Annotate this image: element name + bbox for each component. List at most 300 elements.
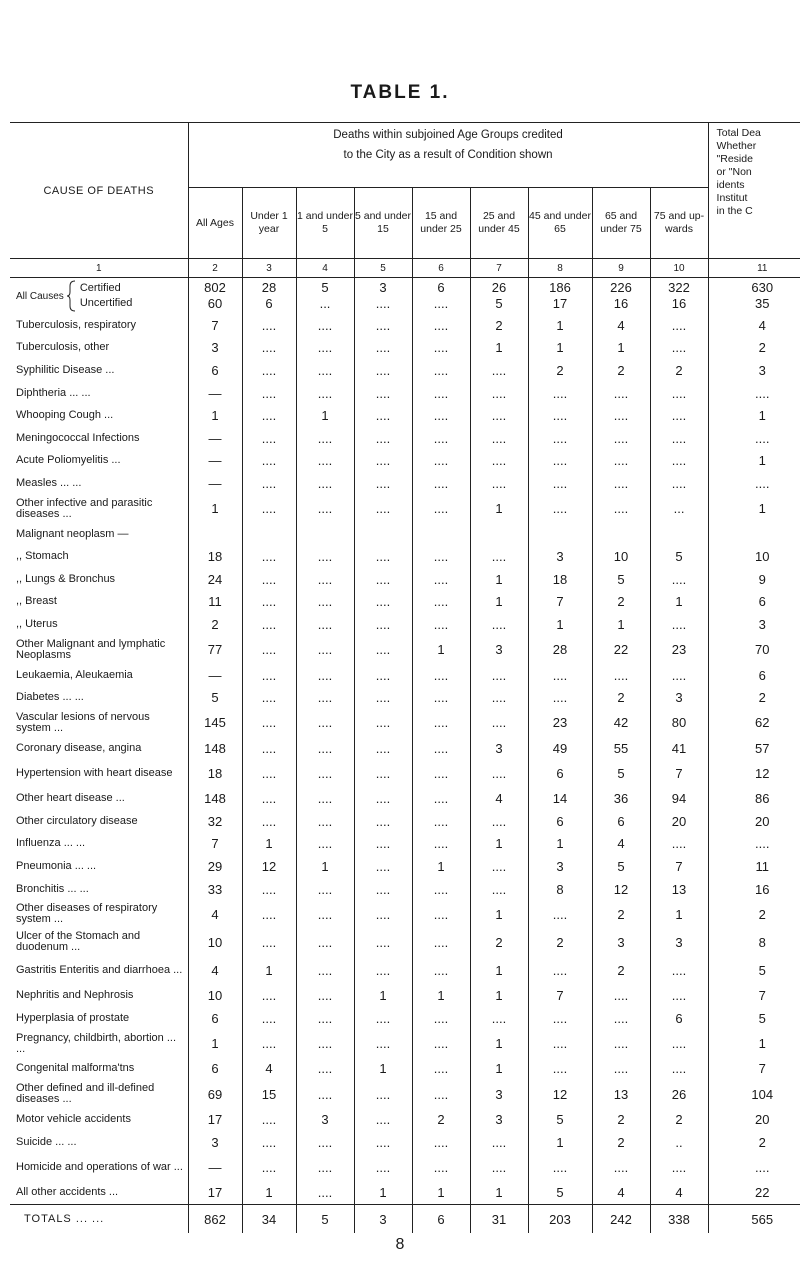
table-cell: ... bbox=[650, 495, 708, 523]
table-cell: .... bbox=[650, 568, 708, 591]
column-number: 2 bbox=[188, 259, 242, 278]
table-cell: .... bbox=[242, 984, 296, 1007]
table-cell: 5 bbox=[592, 568, 650, 591]
table-cell: .... bbox=[354, 788, 412, 811]
table-cell: .... bbox=[242, 900, 296, 928]
table-cell: .... bbox=[412, 472, 470, 495]
table-cell: .... bbox=[528, 686, 592, 709]
table-cell: 11 bbox=[755, 859, 770, 875]
age-group-header: 75 and up-wards bbox=[650, 188, 708, 259]
table-cell: .... bbox=[412, 404, 470, 427]
table-row bbox=[10, 788, 800, 811]
cause-label: Syphilitic Disease ... bbox=[10, 359, 188, 382]
table-cell: .... bbox=[650, 984, 708, 1007]
totals-cell: 338 bbox=[650, 1205, 708, 1234]
table-cell: .... bbox=[528, 404, 592, 427]
table-cell: 12 bbox=[592, 878, 650, 901]
table-cell: 18 bbox=[528, 568, 592, 591]
column-number: 10 bbox=[650, 259, 708, 278]
table-row bbox=[10, 1007, 800, 1030]
table-cell: 1 bbox=[354, 1181, 412, 1204]
table-row bbox=[10, 810, 800, 833]
cause-label: Homicide and operations of war ... bbox=[10, 1153, 188, 1181]
table-cell: .... bbox=[412, 314, 470, 337]
age-groups-header bbox=[188, 123, 708, 188]
table-cell: 5 bbox=[528, 1108, 592, 1131]
cause-label: All other accidents ... bbox=[10, 1181, 188, 1204]
table-cell bbox=[412, 523, 470, 546]
table-cell: .... bbox=[296, 1007, 354, 1030]
table-cell: 4 bbox=[188, 900, 242, 928]
table-cell: .... bbox=[296, 928, 354, 956]
table-cell: .... bbox=[528, 1153, 592, 1181]
table-cell: .... bbox=[354, 1007, 412, 1030]
table-cell: 42 bbox=[592, 709, 650, 737]
table-cell: .... bbox=[242, 495, 296, 523]
table-cell: 4 bbox=[592, 314, 650, 337]
table-cell: 77 bbox=[188, 636, 242, 664]
table-cell: 1 bbox=[470, 591, 528, 614]
page-number: 8 bbox=[395, 1236, 405, 1253]
table-cell: 2 bbox=[592, 359, 650, 382]
cause-label: Other diseases of respiratory system ... bbox=[10, 900, 188, 928]
certified-value: 226 bbox=[610, 280, 632, 295]
table-cell: 28 bbox=[528, 636, 592, 664]
column-number: 8 bbox=[528, 259, 592, 278]
certified-value: 6 bbox=[437, 280, 445, 295]
total-header-line: Whether bbox=[716, 140, 757, 152]
table-cell: 1 bbox=[528, 337, 592, 360]
table-cell: 7 bbox=[650, 855, 708, 878]
cause-label: Malignant neoplasm — bbox=[10, 523, 188, 546]
cause-label: Meningococcal Infections bbox=[10, 427, 188, 450]
table-cell: .... bbox=[470, 1131, 528, 1154]
table-cell: 12 bbox=[755, 766, 770, 781]
all-causes-cell bbox=[296, 278, 354, 315]
cause-label: ,, Breast bbox=[10, 591, 188, 614]
uncertified-value: 6 bbox=[265, 296, 273, 311]
table-cell: 1 bbox=[470, 495, 528, 523]
table-cell: .... bbox=[242, 1030, 296, 1058]
uncertified-value: 60 bbox=[207, 296, 223, 311]
table-cell: 7 bbox=[188, 833, 242, 856]
table-row bbox=[10, 709, 800, 737]
total-header-line: or "Non bbox=[716, 166, 752, 178]
table-row bbox=[10, 984, 800, 1007]
table-cell: 1 bbox=[470, 984, 528, 1007]
table-cell: 1 bbox=[758, 501, 766, 517]
totals-label: TOTALS ... ... bbox=[10, 1205, 188, 1234]
table-cell: .... bbox=[650, 613, 708, 636]
table-cell: .... bbox=[412, 737, 470, 760]
table-cell: 55 bbox=[592, 737, 650, 760]
table-cell: .... bbox=[296, 472, 354, 495]
table-cell bbox=[296, 523, 354, 546]
table-cell: 145 bbox=[188, 709, 242, 737]
table-cell: 94 bbox=[650, 788, 708, 811]
table-cell: .... bbox=[470, 855, 528, 878]
table-cell: .... bbox=[592, 1058, 650, 1081]
table-cell: 1 bbox=[188, 495, 242, 523]
table-cell: .... bbox=[470, 760, 528, 788]
table-cell: 3 bbox=[470, 1108, 528, 1131]
table-cell: .... bbox=[354, 472, 412, 495]
table-cell: .... bbox=[528, 1058, 592, 1081]
table-cell: 32 bbox=[188, 810, 242, 833]
table-cell: 16 bbox=[755, 881, 770, 897]
table-cell: .... bbox=[412, 1080, 470, 1108]
cause-label: Coronary disease, angina bbox=[10, 737, 188, 760]
certified-value: 630 bbox=[751, 280, 774, 295]
table-cell: 10 bbox=[188, 928, 242, 956]
table-cell: 14 bbox=[528, 788, 592, 811]
all-causes-row bbox=[10, 278, 800, 315]
table-cell: 4 bbox=[592, 1181, 650, 1204]
table-cell: .... bbox=[296, 450, 354, 473]
age-group-header: 1 and under 5 bbox=[296, 188, 354, 259]
table-cell: .... bbox=[354, 314, 412, 337]
table-cell: 7 bbox=[650, 760, 708, 788]
table-row bbox=[10, 855, 800, 878]
table-cell: .... bbox=[412, 450, 470, 473]
table-cell: 26 bbox=[650, 1080, 708, 1108]
totals-cell: 3 bbox=[354, 1205, 412, 1234]
table-cell: 29 bbox=[188, 855, 242, 878]
table-row bbox=[10, 1058, 800, 1081]
cause-label: ,, Uterus bbox=[10, 613, 188, 636]
table-cell: .... bbox=[470, 810, 528, 833]
table-cell: 148 bbox=[188, 737, 242, 760]
table-row bbox=[10, 523, 800, 546]
table-cell: .... bbox=[242, 788, 296, 811]
brace-icon bbox=[67, 280, 77, 312]
table-cell: .... bbox=[412, 878, 470, 901]
table-cell: .... bbox=[354, 427, 412, 450]
table-cell: 6 bbox=[188, 359, 242, 382]
cause-label: ,, Stomach bbox=[10, 545, 188, 568]
table-row bbox=[10, 450, 800, 473]
table-cell: .... bbox=[296, 495, 354, 523]
table-cell: .... bbox=[296, 1131, 354, 1154]
table-cell: 33 bbox=[188, 878, 242, 901]
table-cell: .... bbox=[528, 956, 592, 984]
table-cell: .... bbox=[412, 810, 470, 833]
age-group-header: 5 and under 15 bbox=[354, 188, 412, 259]
table-cell: .... bbox=[296, 664, 354, 687]
cause-label: Bronchitis ... ... bbox=[10, 878, 188, 901]
table-cell: 3 bbox=[528, 545, 592, 568]
table-cell: 2 bbox=[758, 906, 766, 922]
table-cell bbox=[708, 523, 800, 546]
column-number: 1 bbox=[10, 259, 188, 278]
age-group-header: 15 and under 25 bbox=[412, 188, 470, 259]
table-cell: .... bbox=[354, 337, 412, 360]
table-cell: .... bbox=[592, 1030, 650, 1058]
totals-cell: 862 bbox=[188, 1205, 242, 1234]
table-row bbox=[10, 1181, 800, 1204]
table-cell: .... bbox=[470, 1153, 528, 1181]
table-cell: .... bbox=[354, 1108, 412, 1131]
table-cell: .... bbox=[755, 836, 770, 852]
table-cell: .... bbox=[650, 404, 708, 427]
table-cell: .... bbox=[296, 337, 354, 360]
table-row bbox=[10, 956, 800, 984]
table-cell: 2 bbox=[592, 591, 650, 614]
table-cell: .... bbox=[470, 664, 528, 687]
table-cell bbox=[592, 523, 650, 546]
table-cell: .... bbox=[354, 1080, 412, 1108]
cause-label: Influenza ... ... bbox=[10, 833, 188, 856]
table-row bbox=[10, 1131, 800, 1154]
table-row bbox=[10, 1080, 800, 1108]
table-cell: .... bbox=[650, 382, 708, 405]
table-cell: 2 bbox=[758, 340, 766, 356]
certified-value: 802 bbox=[204, 280, 226, 295]
cause-label: Whooping Cough ... bbox=[10, 404, 188, 427]
table-cell: .... bbox=[354, 833, 412, 856]
uncertified-value: 35 bbox=[755, 296, 770, 311]
table-cell: .... bbox=[242, 568, 296, 591]
table-cell: 7 bbox=[758, 988, 766, 1004]
table-cell: 7 bbox=[188, 314, 242, 337]
table-cell: .... bbox=[470, 472, 528, 495]
table-cell: 36 bbox=[592, 788, 650, 811]
table-row bbox=[10, 337, 800, 360]
group-line-1: Deaths within subjoined Age Groups credited bbox=[333, 129, 563, 141]
table-cell: .... bbox=[755, 1159, 770, 1175]
table-cell: .... bbox=[755, 430, 770, 446]
table-cell: 1 bbox=[528, 833, 592, 856]
table-cell: .... bbox=[354, 545, 412, 568]
table-cell: 5 bbox=[650, 545, 708, 568]
table-row bbox=[10, 760, 800, 788]
page-title: TABLE 1. bbox=[350, 82, 450, 103]
uncertified-value: .... bbox=[375, 296, 391, 311]
table-cell: .... bbox=[242, 613, 296, 636]
table-cell: .... bbox=[354, 810, 412, 833]
table-cell: .... bbox=[242, 737, 296, 760]
table-cell: .... bbox=[650, 833, 708, 856]
table-cell: .... bbox=[528, 1030, 592, 1058]
table-cell: .... bbox=[470, 545, 528, 568]
table-cell: .... bbox=[470, 382, 528, 405]
table-cell: .... bbox=[354, 878, 412, 901]
table-cell: 1 bbox=[528, 1131, 592, 1154]
table-cell: .... bbox=[296, 984, 354, 1007]
cause-label: Congenital malforma'tns bbox=[10, 1058, 188, 1081]
table-cell: .... bbox=[354, 928, 412, 956]
table-cell: 2 bbox=[592, 956, 650, 984]
table-cell: .... bbox=[242, 472, 296, 495]
table-cell: 5 bbox=[188, 686, 242, 709]
table-cell: .... bbox=[650, 472, 708, 495]
table-cell: .... bbox=[354, 1153, 412, 1181]
table-cell: .... bbox=[650, 427, 708, 450]
table-cell: 2 bbox=[470, 314, 528, 337]
total-header-line: Total Dea bbox=[716, 127, 761, 139]
uncertified-label: Uncertified bbox=[79, 297, 133, 309]
table-cell: .... bbox=[412, 545, 470, 568]
table-cell: .... bbox=[412, 427, 470, 450]
table-cell bbox=[188, 523, 242, 546]
table-cell: .... bbox=[242, 760, 296, 788]
table-cell: .... bbox=[755, 475, 770, 491]
totals-cell: 565 bbox=[708, 1205, 800, 1234]
table-cell: .... bbox=[528, 900, 592, 928]
table-cell: 104 bbox=[751, 1086, 774, 1102]
cause-label: Ulcer of the Stomach and duodenum ... bbox=[10, 928, 188, 956]
table-cell: .... bbox=[412, 1007, 470, 1030]
table-cell: 5 bbox=[592, 760, 650, 788]
table-cell: .... bbox=[470, 359, 528, 382]
uncertified-value: 5 bbox=[495, 296, 503, 311]
table-cell: 4 bbox=[242, 1058, 296, 1081]
table-cell: 1 bbox=[242, 956, 296, 984]
table-row bbox=[10, 833, 800, 856]
cause-label: Other Malignant and lymphatic Neoplasms bbox=[10, 636, 188, 664]
age-group-header: Under 1 year bbox=[242, 188, 296, 259]
table-cell: 2 bbox=[470, 928, 528, 956]
table-cell: .... bbox=[354, 855, 412, 878]
table-cell: .... bbox=[296, 613, 354, 636]
age-group-header: All Ages bbox=[188, 188, 242, 259]
table-cell: 62 bbox=[755, 715, 770, 731]
table-cell: .... bbox=[354, 382, 412, 405]
table-cell: .... bbox=[354, 568, 412, 591]
table-cell: .... bbox=[296, 568, 354, 591]
table-cell: 5 bbox=[528, 1181, 592, 1204]
table-cell: 1 bbox=[528, 613, 592, 636]
table-cell: .... bbox=[354, 613, 412, 636]
table-cell: 1 bbox=[242, 833, 296, 856]
table-cell: 1 bbox=[412, 1181, 470, 1204]
table-cell: .... bbox=[354, 760, 412, 788]
cause-label: Hyperplasia of prostate bbox=[10, 1007, 188, 1030]
table-cell: 4 bbox=[592, 833, 650, 856]
totals-cell: 242 bbox=[592, 1205, 650, 1234]
table-cell: 1 bbox=[470, 1181, 528, 1204]
table-cell bbox=[650, 523, 708, 546]
table-cell: .... bbox=[592, 472, 650, 495]
table-cell: .... bbox=[296, 709, 354, 737]
table-cell: 2 bbox=[188, 613, 242, 636]
table-cell: .... bbox=[412, 709, 470, 737]
table-row bbox=[10, 591, 800, 614]
table-cell: .... bbox=[470, 404, 528, 427]
table-cell: .... bbox=[242, 591, 296, 614]
table-cell: 1 bbox=[412, 984, 470, 1007]
table-cell: 1 bbox=[758, 453, 766, 469]
table-cell: .... bbox=[296, 737, 354, 760]
table-cell: .... bbox=[528, 427, 592, 450]
table-cell: .... bbox=[296, 833, 354, 856]
column-number: 4 bbox=[296, 259, 354, 278]
table-cell: .... bbox=[296, 810, 354, 833]
totals-cell: 203 bbox=[528, 1205, 592, 1234]
table-cell: .... bbox=[242, 545, 296, 568]
table-cell: 6 bbox=[592, 810, 650, 833]
table-cell: .... bbox=[528, 450, 592, 473]
cause-label: Other heart disease ... bbox=[10, 788, 188, 811]
table-cell: 5 bbox=[758, 962, 766, 978]
totals-cell: 34 bbox=[242, 1205, 296, 1234]
table-cell: .... bbox=[650, 450, 708, 473]
total-header-line: idents bbox=[716, 179, 745, 191]
table-cell: 2 bbox=[592, 900, 650, 928]
table-cell: .... bbox=[412, 613, 470, 636]
cause-label: Acute Poliomyelitis ... bbox=[10, 450, 188, 473]
table-cell: — bbox=[188, 450, 242, 473]
table-cell: .... bbox=[412, 337, 470, 360]
table-cell: 20 bbox=[650, 810, 708, 833]
table-cell: .... bbox=[354, 956, 412, 984]
table-cell: .... bbox=[242, 1007, 296, 1030]
table-cell: 22 bbox=[755, 1185, 770, 1201]
table-cell: 12 bbox=[242, 855, 296, 878]
table-cell: 1 bbox=[758, 408, 766, 424]
all-causes-label bbox=[10, 278, 188, 315]
table-cell: 3 bbox=[592, 928, 650, 956]
table-cell: 2 bbox=[650, 359, 708, 382]
table-cell: 1 bbox=[296, 404, 354, 427]
table-cell: 3 bbox=[188, 337, 242, 360]
table-cell: .... bbox=[412, 900, 470, 928]
table-cell: 1 bbox=[412, 636, 470, 664]
column-number: 11 bbox=[708, 259, 800, 278]
table-row bbox=[10, 686, 800, 709]
table-row bbox=[10, 636, 800, 664]
table-cell: 3 bbox=[650, 686, 708, 709]
certified-label: Certified bbox=[79, 282, 121, 294]
table-cell: 57 bbox=[755, 740, 770, 756]
age-group-header: 45 and under 65 bbox=[528, 188, 592, 259]
table-cell: .... bbox=[412, 1030, 470, 1058]
table-cell: 10 bbox=[188, 984, 242, 1007]
table-cell bbox=[528, 523, 592, 546]
table-cell: 1 bbox=[412, 855, 470, 878]
table-cell: .... bbox=[296, 427, 354, 450]
cause-label: Tuberculosis, other bbox=[10, 337, 188, 360]
table-cell: .... bbox=[354, 664, 412, 687]
table-cell: 1 bbox=[528, 314, 592, 337]
table-cell: .... bbox=[296, 788, 354, 811]
table-cell: 22 bbox=[592, 636, 650, 664]
table-cell: 11 bbox=[188, 591, 242, 614]
cause-label: Measles ... ... bbox=[10, 472, 188, 495]
table-cell: 6 bbox=[528, 760, 592, 788]
all-causes-cell bbox=[592, 278, 650, 315]
table-cell: .... bbox=[592, 427, 650, 450]
table-cell: .... bbox=[296, 1153, 354, 1181]
table-cell: .... bbox=[592, 1153, 650, 1181]
table-cell: 86 bbox=[755, 791, 770, 807]
table-cell: .... bbox=[354, 1030, 412, 1058]
age-group-header: 25 and under 45 bbox=[470, 188, 528, 259]
table-cell: 3 bbox=[188, 1131, 242, 1154]
table-cell: .... bbox=[296, 1080, 354, 1108]
table-cell: .... bbox=[242, 382, 296, 405]
table-cell: .... bbox=[528, 472, 592, 495]
table-cell: 6 bbox=[188, 1007, 242, 1030]
table-cell: 1 bbox=[470, 900, 528, 928]
totals-cell: 31 bbox=[470, 1205, 528, 1234]
table-cell: .... bbox=[412, 833, 470, 856]
table-cell: .... bbox=[242, 810, 296, 833]
table-cell: .... bbox=[242, 928, 296, 956]
table-cell: .... bbox=[528, 664, 592, 687]
table-cell: .... bbox=[412, 568, 470, 591]
table-cell bbox=[470, 523, 528, 546]
